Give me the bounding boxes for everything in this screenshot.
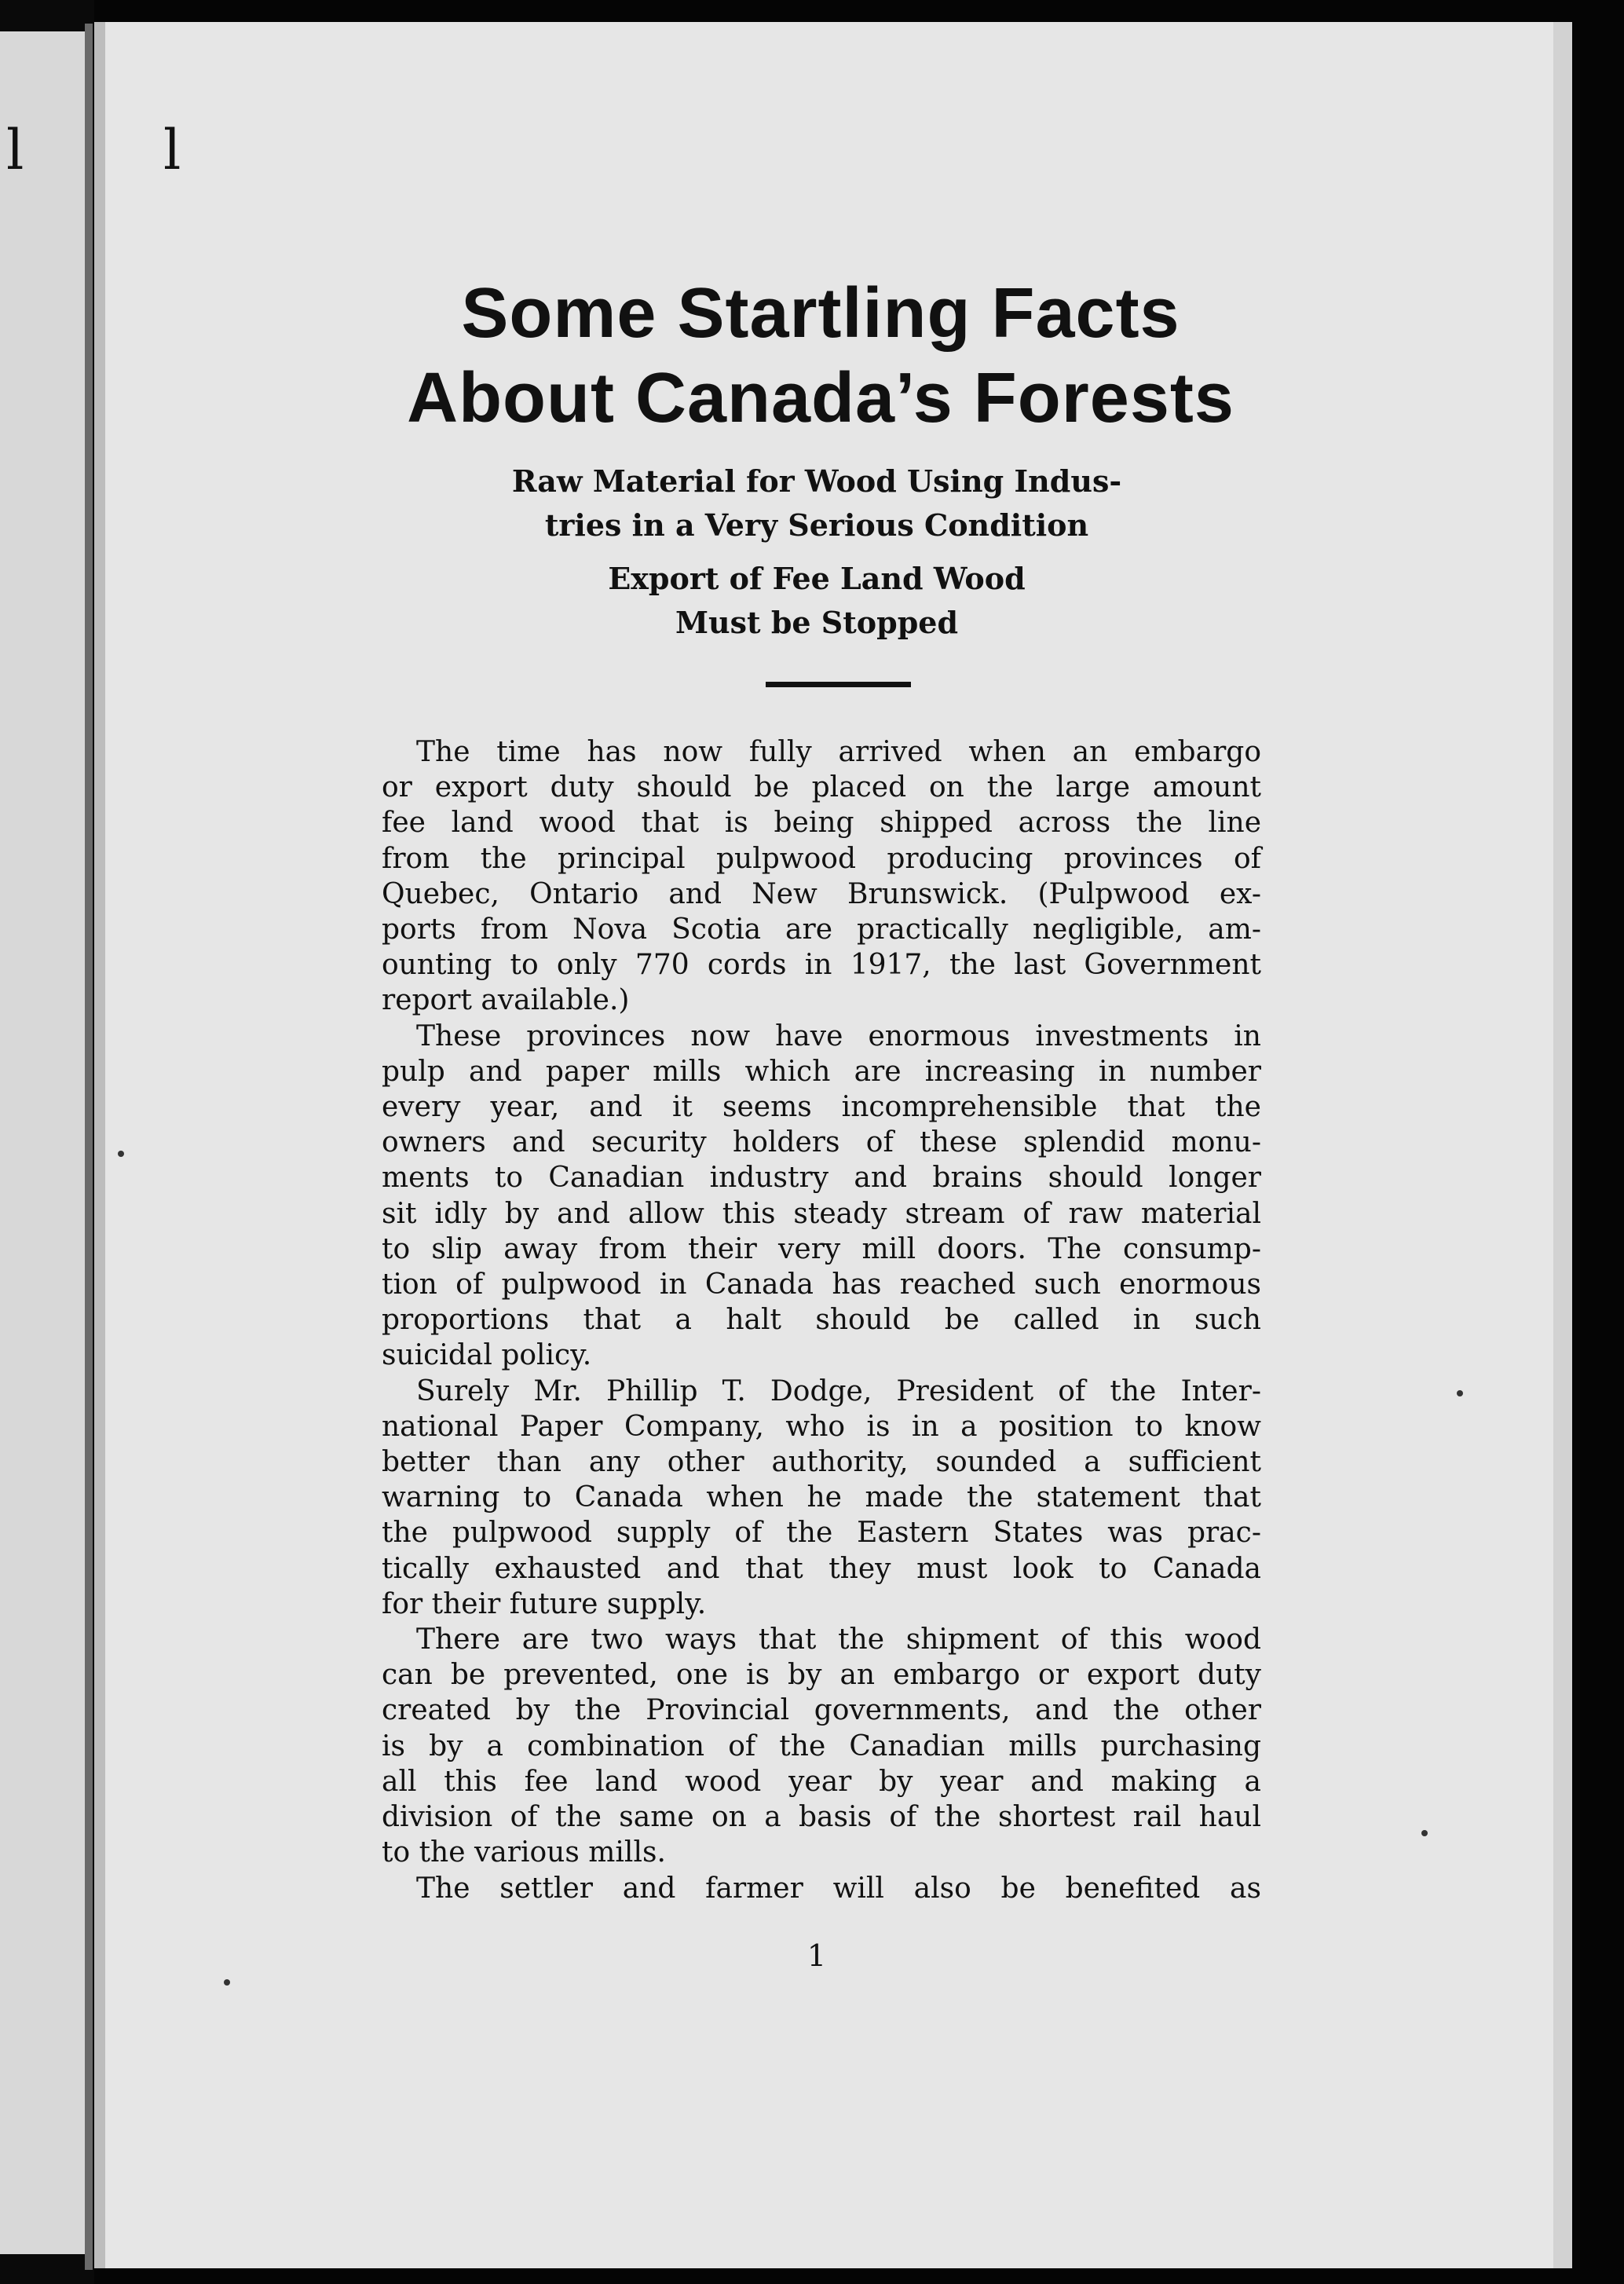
body-line: proportions that a halt should be called in such [382,1304,1261,1337]
body-line: Surely Mr. Phillip T. Dodge, President of the Inter- [416,1374,1261,1407]
title-line: Some Startling Facts [461,274,1180,353]
body-line: owners and security holders of these splendid monu- [382,1126,1261,1159]
body-line: created by the Provincial governments, and the other [382,1694,1261,1727]
title-line: About Canada’s Forests [407,359,1234,437]
book-spine [85,24,93,2270]
subheading-line: Export of Fee Land Wood [608,561,1026,596]
margin-mark: l [6,118,24,182]
section-divider [766,682,911,687]
body-line: report available.) [382,984,630,1017]
body-line: There are two ways that the shipment of this wood [416,1623,1261,1656]
body-line: sit idly by and allow this steady stream of raw material [382,1197,1261,1230]
body-line: tion of pulpwood in Canada has reached such enormous [382,1268,1261,1301]
body-line: The time has now fully arrived when an embargo [416,736,1261,768]
body-line: warning to Canada when he made the statement that [382,1481,1261,1514]
body-line: to the various mills. [382,1836,666,1869]
body-line: ments to Canadian industry and brains should longer [382,1162,1261,1195]
body-line: or export duty should be placed on the large amount [382,771,1261,804]
speck-mark [224,1979,230,1986]
speck-mark [1421,1830,1428,1836]
body-line: for their future supply. [382,1587,707,1620]
page-gutter-shadow [94,22,105,2268]
body-line: the pulpwood supply of the Eastern States was prac- [382,1517,1261,1550]
body-line: from the principal pulpwood producing provinces of [382,842,1261,875]
page-title [369,271,1272,441]
body-line: ounting to only 770 cords in 1917, the last Government [382,949,1261,982]
speck-mark [118,1151,124,1157]
page-number: 1 [807,1938,827,1973]
body-line: can be prevented, one is by an embargo or export duty [382,1659,1261,1692]
body-line: Quebec, Ontario and New Brunswick. (Pulpwood ex- [382,877,1261,910]
body-line: every year, and it seems incomprehensible that the [382,1091,1261,1124]
body-line: national Paper Company, who is in a position to know [382,1410,1261,1443]
body-line: The settler and farmer will also be benefited as [416,1872,1261,1905]
body-line: is by a combination of the Canadian mills purchasing [382,1729,1261,1762]
body-line: division of the same on a basis of the shortest rail haul [382,1801,1261,1834]
previous-page-edge [0,31,88,2254]
speck-mark [1457,1390,1463,1396]
body-line: ports from Nova Scotia are practically negligible, am- [382,913,1261,946]
body-line: suicidal policy. [382,1339,592,1372]
body-line: all this fee land wood year by year and making a [382,1765,1261,1798]
body-line: tically exhausted and that they must look to Canada [382,1552,1261,1585]
subheading [440,459,1194,645]
body-line: pulp and paper mills which are increasing in number [382,1055,1261,1088]
subheading-line: tries in a Very Serious Condition [544,507,1089,543]
margin-mark: l [163,118,181,182]
body-line: to slip away from their very mill doors. The consump- [382,1232,1261,1265]
subheading-line: Must be Stopped [675,605,959,640]
article-body [382,734,1261,1906]
page-right-edge [1553,22,1572,2268]
body-line: These provinces now have enormous investments in [416,1019,1261,1052]
subheading-line: Raw Material for Wood Using Indus- [511,463,1122,499]
body-line: fee land wood that is being shipped across the line [382,807,1261,840]
body-line: better than any other authority, sounded a sufficient [382,1446,1261,1479]
